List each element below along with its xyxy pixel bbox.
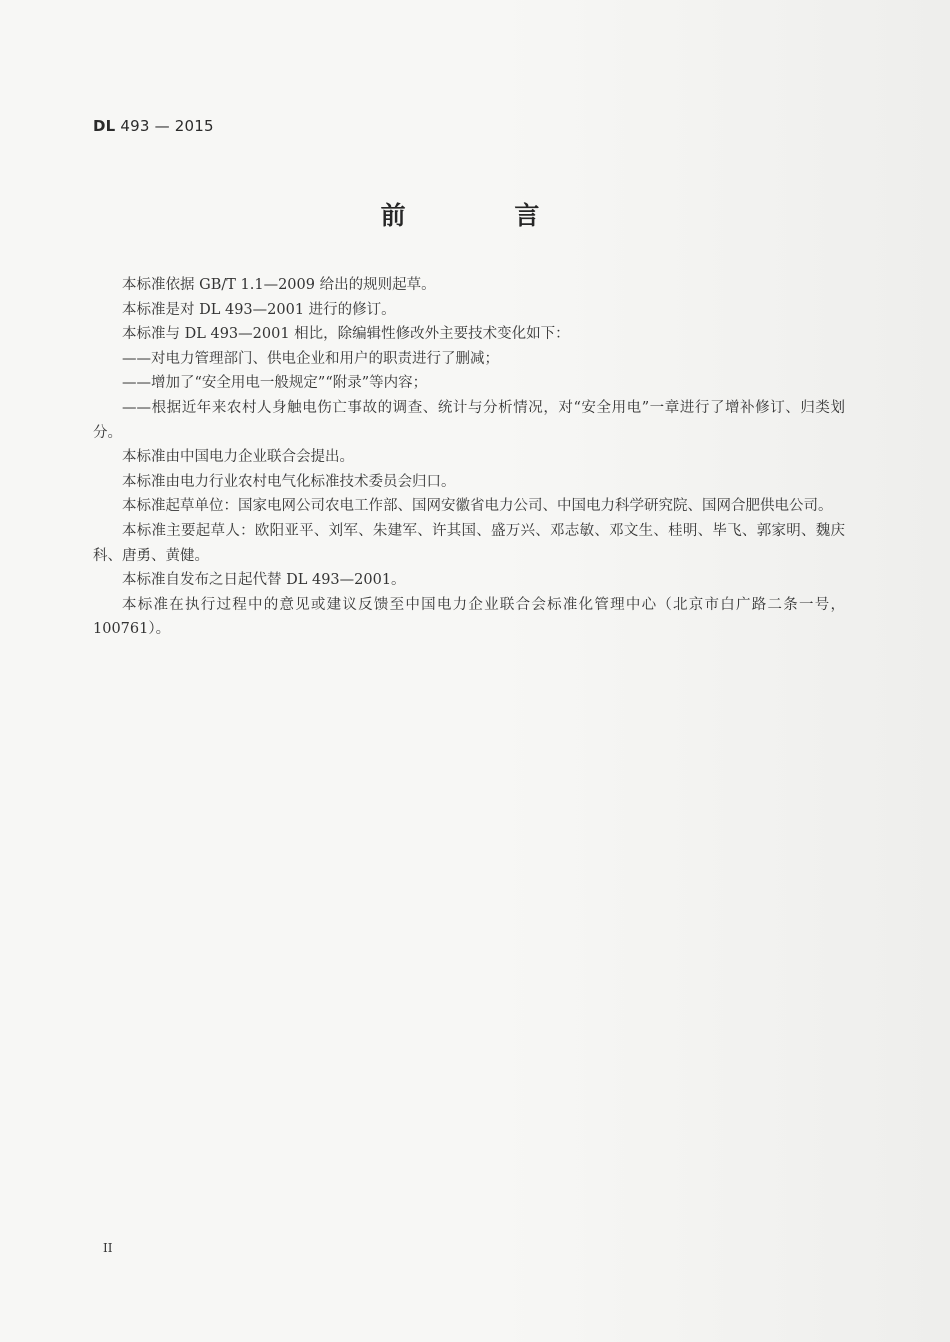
paragraph-drafting-units: 本标准起草单位：国家电网公司农电工作部、国网安徽省电力公司、中国电力科学研究院、国网合肥供电公司。 <box>122 498 833 515</box>
section-title: 前 言 <box>380 201 590 230</box>
paragraph-change-3: ——根据近年来农村人身触电伤亡事故的调查、统计与分析情况，对“安全用电”一章进行了增补修订、归类划分。 <box>93 399 845 441</box>
paragraph-change-1: ——对电力管理部门、供电企业和用户的职责进行了删减； <box>122 350 499 367</box>
paragraph-feedback: 本标准在执行过程中的意见或建议反馈至中国电力企业联合会标准化管理中心（北京市白广路二条一号，100761）。 <box>93 596 845 638</box>
preface-body <box>93 273 845 642</box>
document-code <box>93 117 214 135</box>
paragraph-proposer: 本标准由中国电力企业联合会提出。 <box>122 449 354 466</box>
paragraph-committee: 本标准由电力行业农村电气化标准技术委员会归口。 <box>122 473 456 490</box>
paragraph-changes-intro: 本标准与 DL 493—2001 相比，除编辑性修改外主要技术变化如下： <box>122 326 570 343</box>
paragraph-drafters: 本标准主要起草人：欧阳亚平、刘军、朱建军、许其国、盛万兴、邓志敏、邓文生、桂明、毕飞、郭家明、魏庆科、唐勇、黄健。 <box>93 522 845 564</box>
page-number: II <box>103 1241 113 1255</box>
paragraph-drafting-rules: 本标准依据 GB/T 1.1—2009 给出的规则起草。 <box>122 277 436 293</box>
paragraph-change-2: ——增加了“安全用电一般规定”“附录”等内容； <box>122 375 428 392</box>
paragraph-replaces: 本标准自发布之日起代替 DL 493—2001。 <box>122 572 406 589</box>
document-code-number: 493 — 2015 <box>115 117 214 135</box>
document-code-prefix: DL <box>93 117 116 135</box>
paragraph-revision: 本标准是对 DL 493—2001 进行的修订。 <box>122 301 396 318</box>
